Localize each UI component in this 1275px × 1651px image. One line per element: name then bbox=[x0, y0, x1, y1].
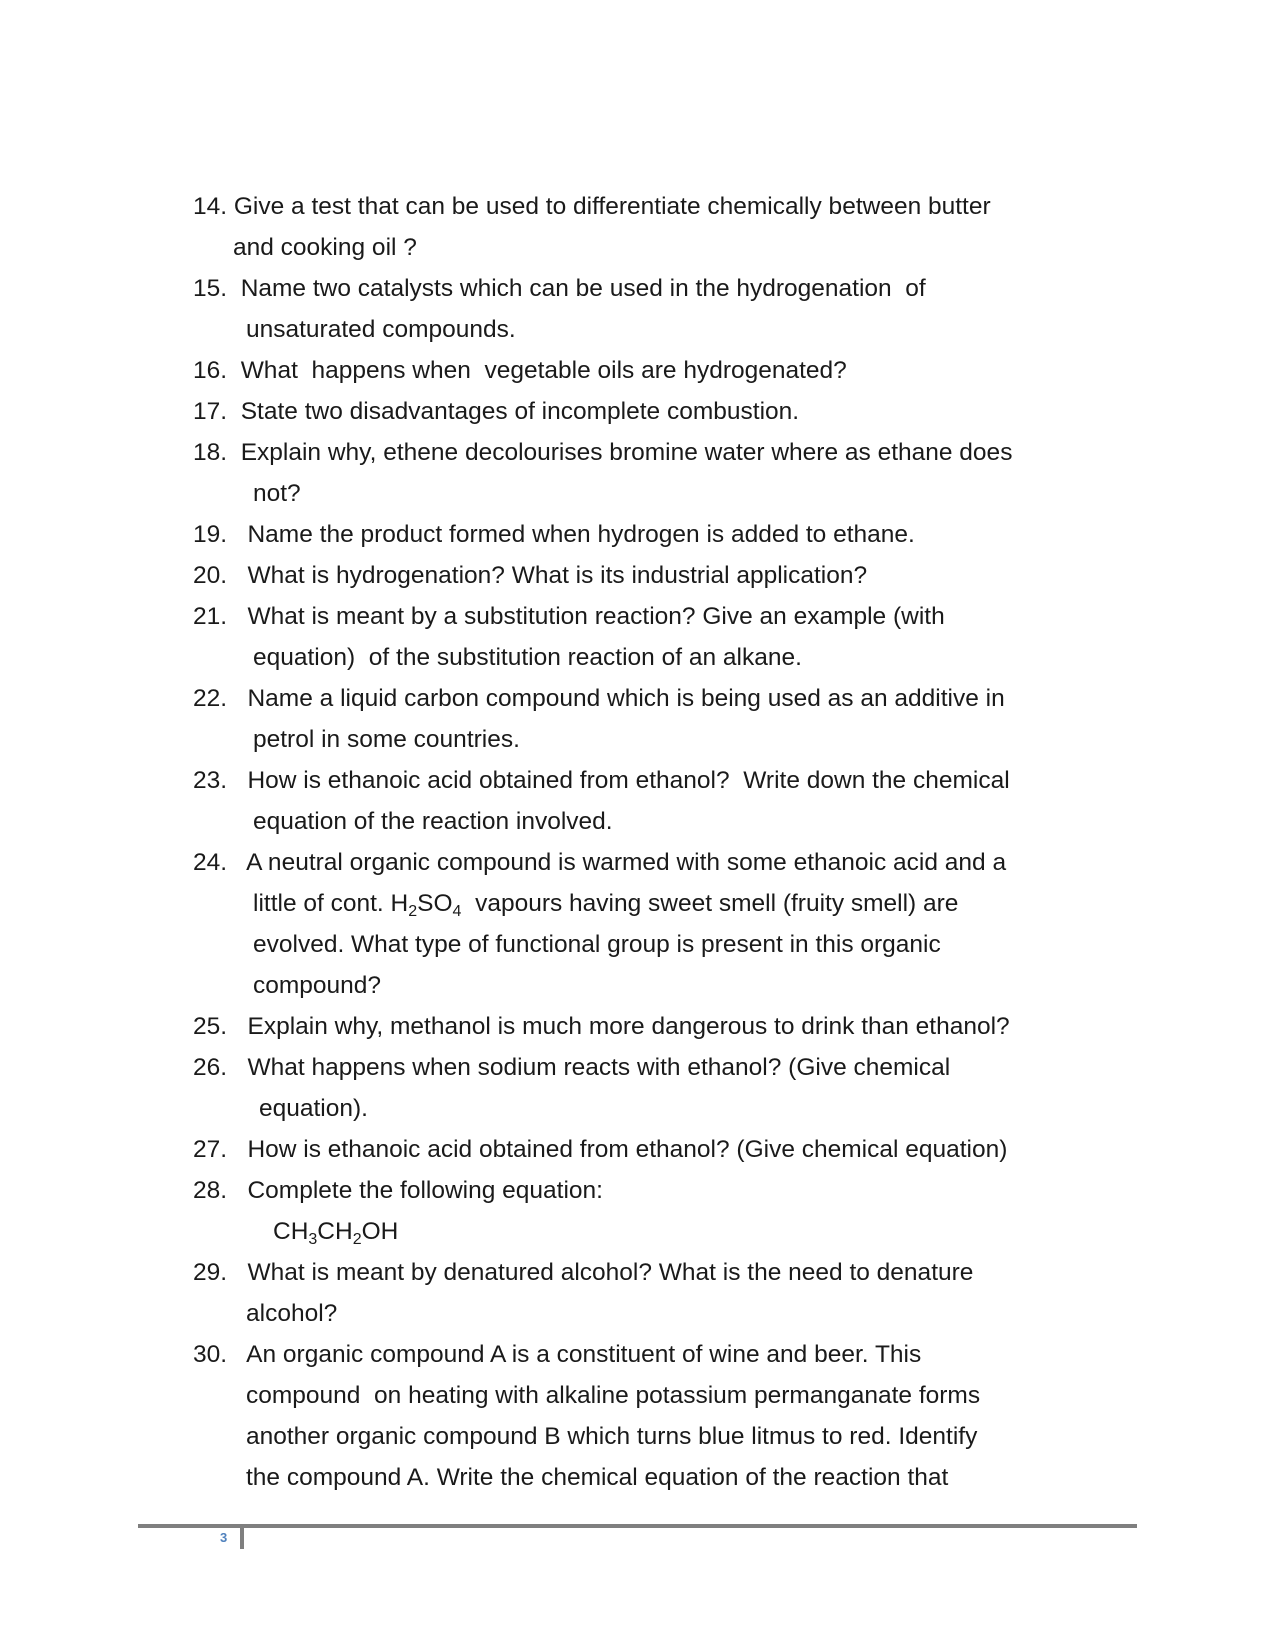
question-number: 14. bbox=[193, 193, 228, 220]
question-text: What is hydrogenation? What is its industrial application? bbox=[247, 562, 868, 589]
question-text: Complete the following equation: bbox=[247, 1177, 603, 1204]
question-number: 26. bbox=[193, 1054, 228, 1081]
question-27-line-1 bbox=[193, 1129, 1007, 1170]
question-text: What is meant by denatured alcohol? What is the need to denature bbox=[247, 1259, 974, 1286]
page-number: 3 bbox=[220, 1530, 228, 1545]
question-18-line-1 bbox=[193, 432, 1012, 473]
question-29-line-1 bbox=[193, 1252, 973, 1293]
question-29-line-2: alcohol? bbox=[246, 1300, 338, 1327]
question-19-line-1 bbox=[193, 514, 915, 555]
question-text: Name two catalysts which can be used in the hydrogenation of bbox=[240, 275, 926, 302]
question-22-line-1 bbox=[193, 678, 1005, 719]
question-text: What happens when sodium reacts with ethanol? (Give chemical bbox=[247, 1054, 951, 1081]
question-number: 15. bbox=[193, 275, 228, 302]
question-23-line-1 bbox=[193, 760, 1010, 801]
question-24-line-2: little of cont. $H_2SO_4$ vapours having sweet smell (fruity smell) are bbox=[253, 890, 959, 920]
question-number: 27. bbox=[193, 1136, 228, 1163]
question-text: State two disadvantages of incomplete combustion. bbox=[240, 398, 800, 425]
question-number: 30. bbox=[193, 1341, 228, 1368]
question-28-line-1 bbox=[193, 1170, 603, 1211]
question-number: 16. bbox=[193, 357, 228, 384]
page-number-divider bbox=[240, 1527, 244, 1549]
question-15-line-1 bbox=[193, 268, 926, 309]
question-30-line-1 bbox=[193, 1334, 921, 1375]
question-text: Explain why, ethene decolourises bromine water where as ethane does bbox=[240, 439, 1013, 466]
question-number: 23. bbox=[193, 767, 228, 794]
question-30-line-3: another organic compound B which turns blue litmus to red. Identify bbox=[246, 1423, 978, 1450]
question-30-line-4: the compound A. Write the chemical equation of the reaction that bbox=[246, 1464, 949, 1491]
question-text: A neutral organic compound is warmed with some ethanoic acid and a bbox=[246, 849, 1007, 876]
question-20-line-1 bbox=[193, 555, 867, 596]
question-21-line-1 bbox=[193, 596, 945, 637]
question-number: 25. bbox=[193, 1013, 228, 1040]
question-text: Name the product formed when hydrogen is added to ethane. bbox=[247, 521, 915, 548]
footer-rule bbox=[138, 1524, 1137, 1528]
question-23-line-2: equation of the reaction involved. bbox=[253, 808, 613, 835]
question-18-line-2: not? bbox=[253, 480, 301, 507]
question-text: What happens when vegetable oils are hydrogenated? bbox=[240, 357, 847, 384]
question-15-line-2: unsaturated compounds. bbox=[246, 316, 516, 343]
question-number: 22. bbox=[193, 685, 228, 712]
question-number: 21. bbox=[193, 603, 228, 630]
question-text: Explain why, methanol is much more dangerous to drink than ethanol? bbox=[247, 1013, 1010, 1040]
question-text: Give a test that can be used to differentiate chemically between butter bbox=[233, 193, 991, 220]
question-number: 24. bbox=[193, 849, 228, 876]
question-24-line-4: compound? bbox=[253, 972, 382, 999]
question-24-line-3: evolved. What type of functional group is present in this organic bbox=[253, 931, 941, 958]
question-number: 17. bbox=[193, 398, 228, 425]
question-14-line-2: and cooking oil ? bbox=[233, 234, 417, 261]
question-text: What is meant by a substitution reaction? Give an example (with bbox=[247, 603, 945, 630]
question-16-line-1 bbox=[193, 350, 847, 391]
ethanol-formula: $CH_3CH_2OH$ bbox=[273, 1218, 399, 1248]
question-text: How is ethanoic acid obtained from ethanol? Write down the chemical bbox=[247, 767, 1010, 794]
question-30-line-2: compound on heating with alkaline potassium permanganate forms bbox=[246, 1382, 981, 1409]
question-number: 29. bbox=[193, 1259, 228, 1286]
question-number: 18. bbox=[193, 439, 228, 466]
question-number: 19. bbox=[193, 521, 228, 548]
question-number: 28. bbox=[193, 1177, 228, 1204]
question-26-line-2: equation). bbox=[259, 1095, 368, 1122]
question-text: How is ethanoic acid obtained from ethanol? (Give chemical equation) bbox=[247, 1136, 1008, 1163]
question-text: Name a liquid carbon compound which is being used as an additive in bbox=[247, 685, 1005, 712]
question-22-line-2: petrol in some countries. bbox=[253, 726, 520, 753]
h2so4-formula: little of cont. $H_2SO_4$ bbox=[253, 890, 462, 920]
question-14-line-1 bbox=[193, 186, 991, 227]
question-text: An organic compound A is a constituent of wine and beer. This bbox=[246, 1341, 922, 1368]
question-17-line-1 bbox=[193, 391, 799, 432]
question-25-line-1 bbox=[193, 1006, 1010, 1047]
question-26-line-1 bbox=[193, 1047, 950, 1088]
question-24-line-1 bbox=[193, 842, 1006, 883]
question-21-line-2: equation) of the substitution reaction of an alkane. bbox=[253, 644, 802, 671]
question-number: 20. bbox=[193, 562, 228, 589]
